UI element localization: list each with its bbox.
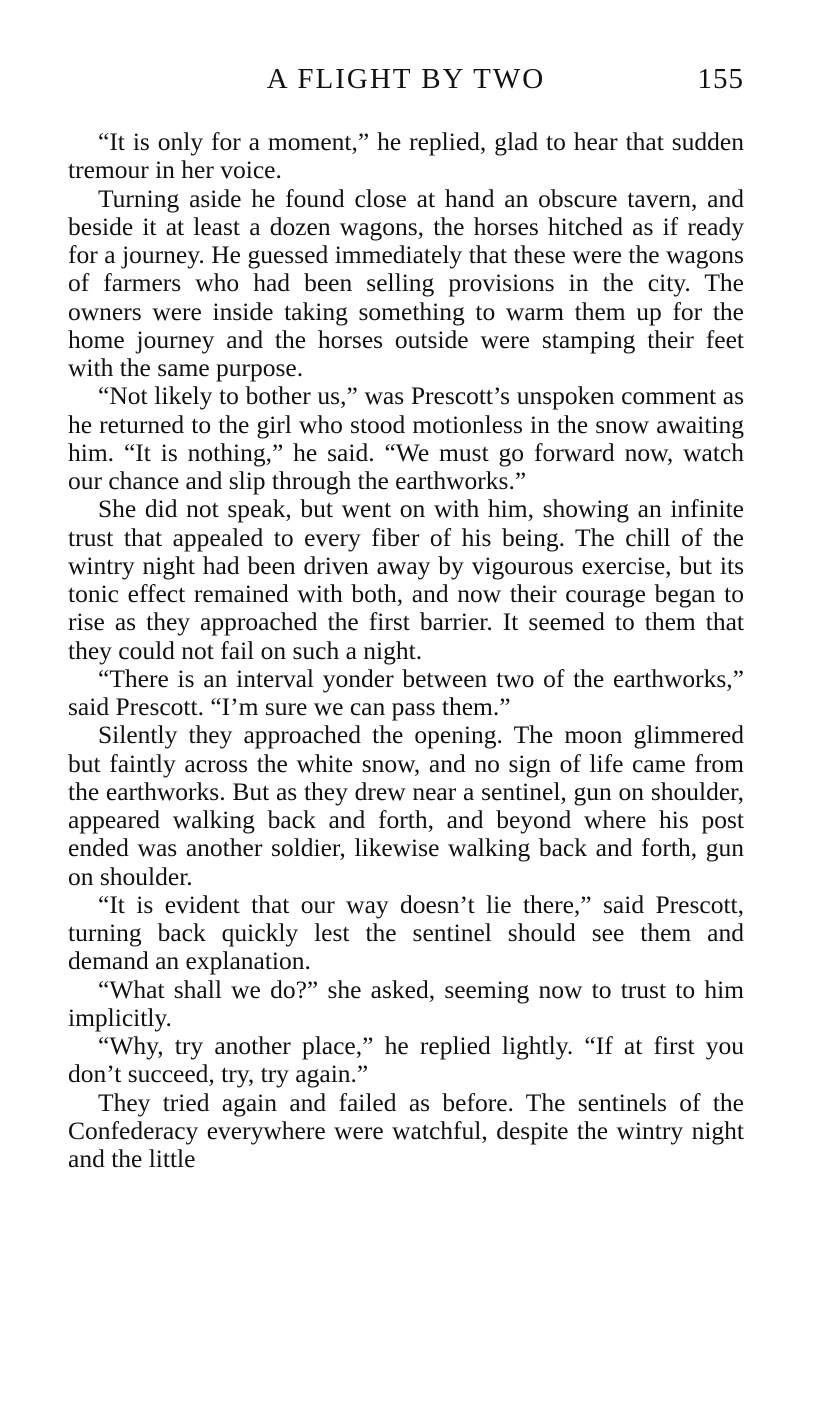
paragraph: “Why, try another place,” he replied lightly. “If at first you don’t succeed, try, try again.” [68,1031,744,1089]
paragraph: They tried again and failed as before. The sentinels of the Confederacy everywhere were watchful, despite the wintry night and the little [68,1087,744,1173]
paragraph: “Not likely to bother us,” was Prescott’s unspoken comment as he returned to the girl who stood motionless in the snow awaiting him. “It is nothing,” he said. “We must go forward now, watch our chance and slip through the earthworks.” [68,381,744,495]
body-text [68,128,744,1173]
paragraph: She did not speak, but went on with him, showing an infinite trust that appealed to every fiber of his being. The chill of the wintry night had been driven away by vigourous exercise, but its tonic effect remained with both, and now their courage began to rise as they approached the first barrier. It seemed to them that they could not fail on such a night. [68,494,744,665]
paragraph: “It is only for a moment,” he replied, glad to hear that sudden tremour in her voice. [68,127,744,185]
paragraph: Silently they approached the opening. The moon glimmered but faintly across the white snow, and no sign of life came from the earthworks. But as they drew near a sentinel, gun on shoulder, appeared walking back and forth, and beyond where his post ended was another soldier, likewise walking back and forth, gun on shoulder. [68,720,744,891]
paragraph: Turning aside he found close at hand an obscure tavern, and beside it at least a dozen wagons, the horses hitched as if ready for a journey. He guessed immediately that these were the wagons of farmers who had been selling provisions in the city. The owners were inside taking something to warm them up for the home journey and the horses outside were stamping their feet with the same purpose. [68,183,744,382]
paragraph: “What shall we do?” she asked, seeming now to trust to him implicitly. [68,974,744,1032]
paragraph: “There is an interval yonder between two of the earthworks,” said Prescott. “I’m sure we can pass them.” [68,663,744,721]
running-title: A FLIGHT BY TWO [266,63,546,95]
paragraph: “It is evident that our way doesn’t lie there,” said Prescott, turning back quickly lest the sentinel should see them and demand an explanation. [68,889,744,976]
running-head [68,62,744,102]
page-number: 155 [697,63,744,95]
